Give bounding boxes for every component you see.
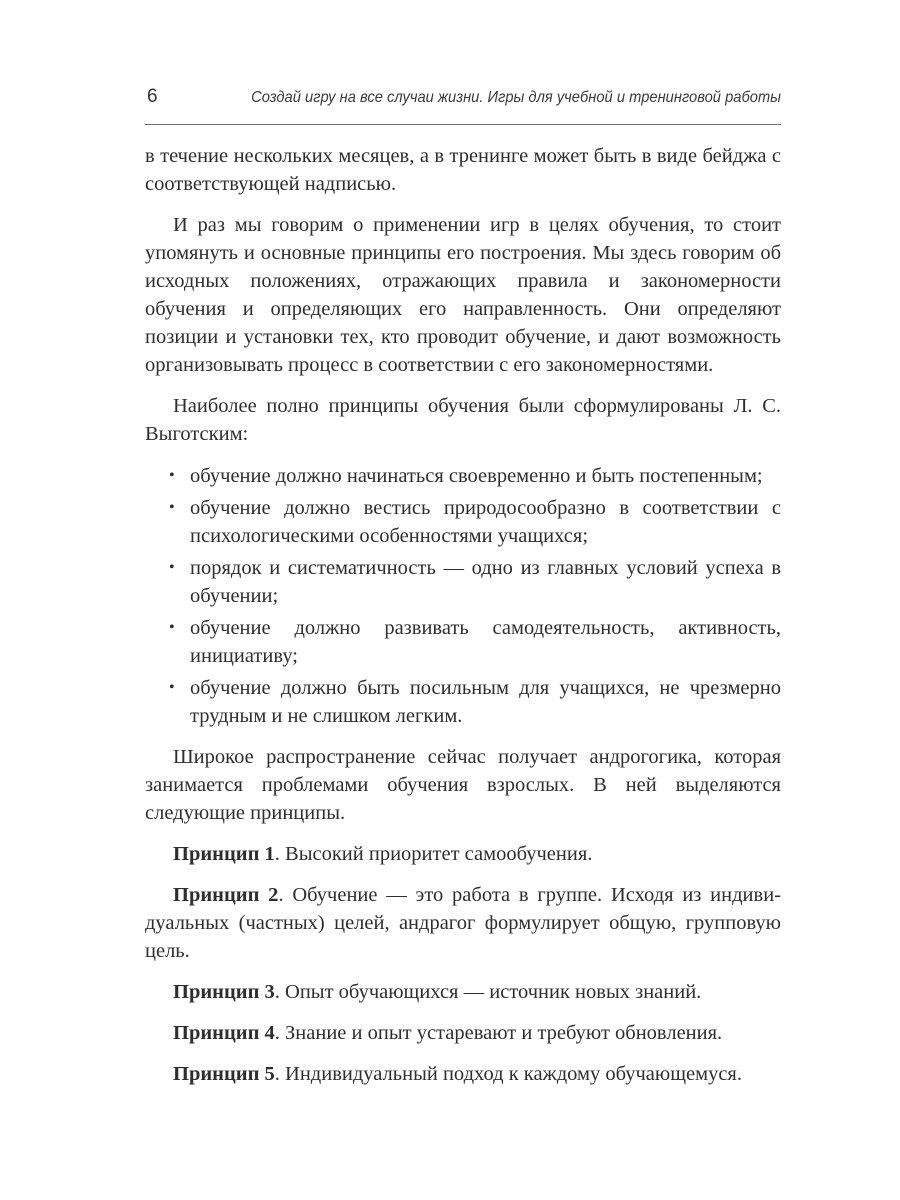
running-header	[145, 86, 781, 125]
paragraph-vygotsky: Наиболее полно принципы обучения были сформулированы Л. С. Выготским:	[145, 395, 781, 445]
principle-text: . Знание и опыт устаревают и требуют обновления.	[274, 1022, 723, 1044]
list-item	[145, 674, 781, 730]
paragraph-andragogy: Широкое распространение сейчас получает андрогогика, которая занимается проблемами обучения взрослых. В ней выделяются следующие принципы.	[145, 746, 781, 824]
list-item	[145, 462, 781, 490]
page-number: 6	[147, 86, 158, 107]
principle-label: Принцип 2	[173, 884, 279, 906]
principle-label: Принцип 3	[173, 981, 275, 1003]
bullet-icon: •	[169, 559, 175, 576]
principle-label: Принцип 4	[173, 1022, 275, 1044]
bullet-icon: •	[169, 467, 175, 484]
principle-1	[145, 840, 781, 868]
principle-5	[145, 1060, 781, 1088]
principle-3	[145, 978, 781, 1006]
running-title: Создай игру на все случаи жизни. Игры для учебной и тренинговой работы	[251, 89, 781, 106]
list-item-text: порядок и систематичность — одно из главных условий успеха в обучении;	[190, 557, 781, 607]
paragraph-continuation: в течение нескольких месяцев, а в тренинге может быть в виде бейджа с соответствующей надписью.	[145, 145, 781, 195]
principle-text: . Индивидуальный подход к каждому обучающемуся.	[274, 1063, 742, 1085]
principle-text: . Обучение — это работа в группе. Исходя из индивидуальных (частных) целей, андрагог формулирует общую, групповую цель.	[145, 884, 782, 962]
list-item-text: обучение должно вестись природосообразно в соответствии с психологическими особенностями учащихся;	[190, 497, 781, 547]
bullet-list	[145, 462, 781, 730]
list-item	[145, 554, 781, 610]
principle-label: Принцип 5	[173, 1063, 275, 1085]
list-item	[145, 614, 781, 670]
bullet-icon: •	[169, 619, 175, 636]
bullet-icon: •	[169, 499, 175, 516]
paragraph-principles-intro: И раз мы говорим о применении игр в целях обучения, то стоит упомянуть и основные принципы его построения. Мы здесь говорим об исходных положениях, отражающих правила и закономерности обучения и определяющих его направленность. Они определяют позиции и установки тех, кто проводит обучение, и дают возможность организовывать процесс в соответствии с его закономерностями.	[145, 214, 781, 376]
body-text	[145, 142, 781, 1088]
book-page	[145, 86, 781, 1088]
list-item-text: обучение должно начинаться своевременно и быть постепенным;	[190, 465, 763, 487]
principle-4	[145, 1019, 781, 1047]
bullet-icon: •	[169, 679, 175, 696]
principle-text: . Опыт обучающихся — источник новых знаний.	[274, 981, 702, 1003]
principle-text: . Высокий приоритет самообучения.	[274, 843, 593, 865]
list-item-text: обучение должно быть посильным для учащихся, не чрезмерно трудным и не слишком легким.	[190, 677, 781, 727]
list-item-text: обучение должно развивать самодеятельность, активность, инициативу;	[190, 617, 781, 667]
principle-2	[145, 881, 781, 965]
principle-label: Принцип 1	[173, 843, 275, 865]
list-item	[145, 494, 781, 550]
